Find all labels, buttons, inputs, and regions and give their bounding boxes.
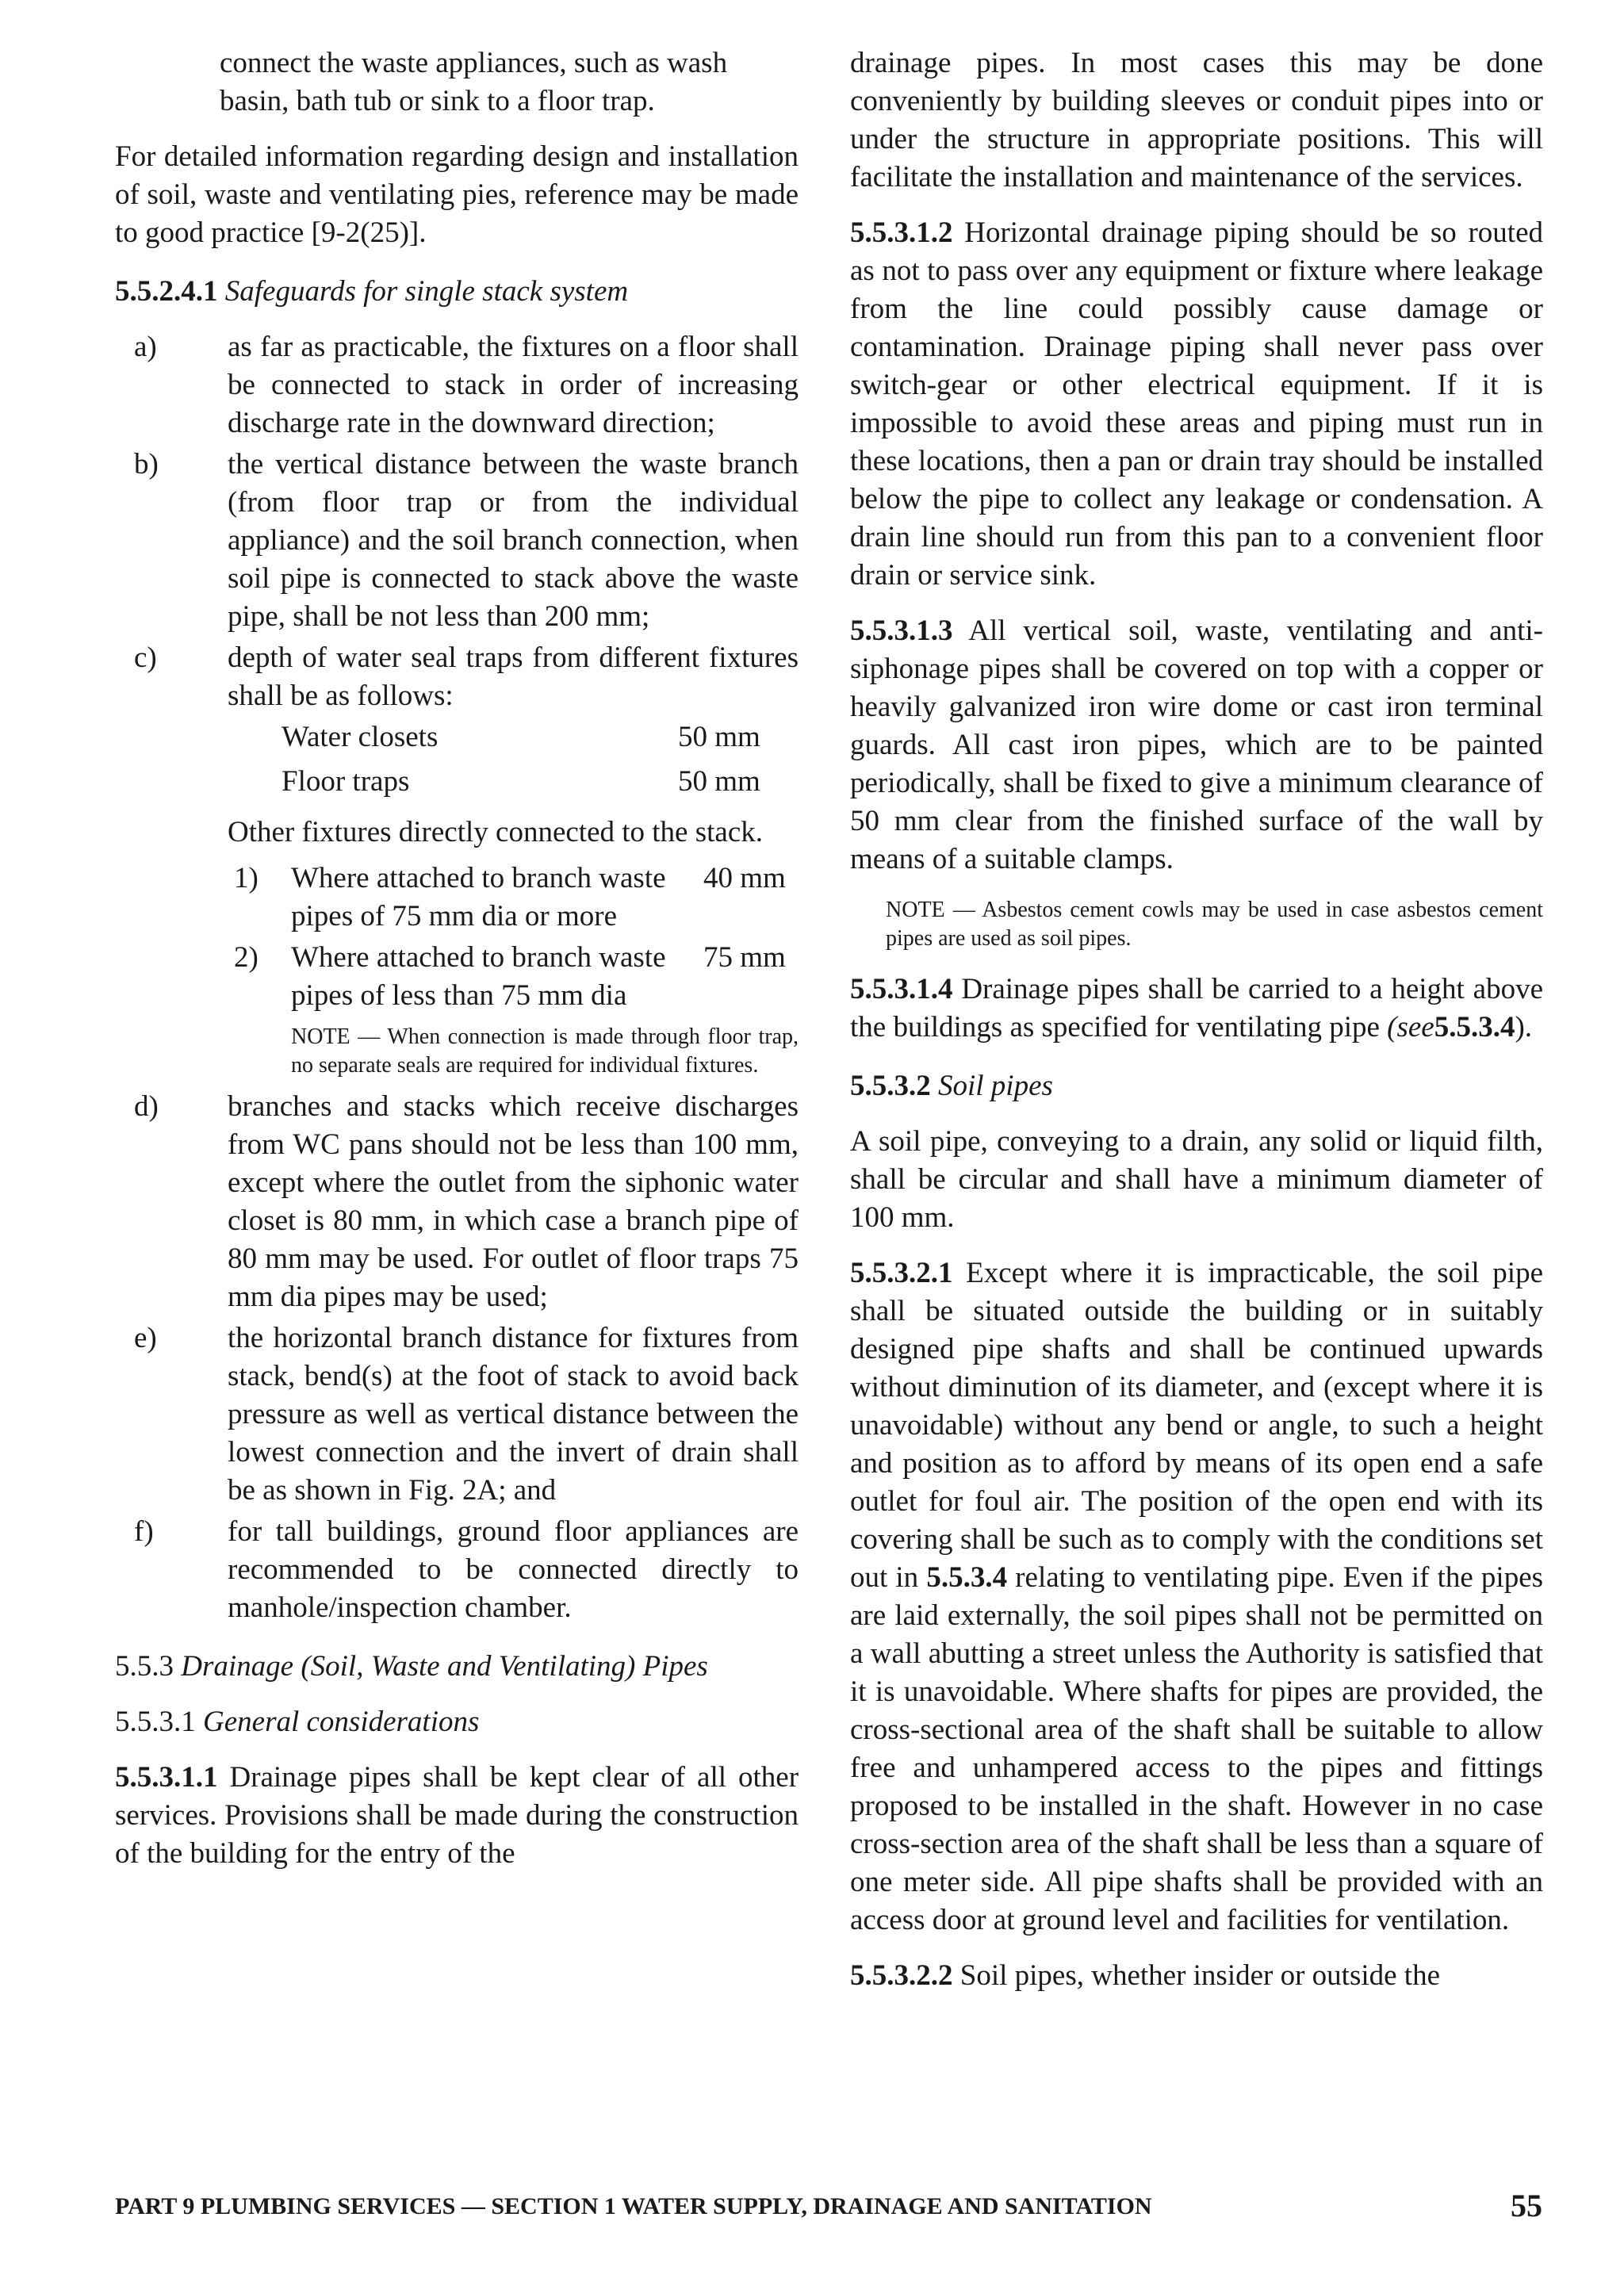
trap-name: Water closets — [282, 721, 439, 753]
list-item-c — [115, 639, 799, 715]
detailed-info-paragraph: For detailed information regarding design and installation of soil, waste and ventilating pies, reference may be made to good practice [9-2(25)]. — [115, 140, 799, 249]
continuation-paragraph: drainage pipes. In most cases this may be done conveniently by building sleeves or conduit pipes into or under the structure in appropriate positions. This will facilitate the installation and maintenance of the services. — [850, 47, 1543, 193]
section-title: Drainage (Soil, Waste and Ventilating) Pipes — [181, 1650, 708, 1683]
list-item-a — [115, 328, 799, 442]
section-number: 5.5.3.2.1 — [850, 1257, 953, 1289]
list-text: the horizontal branch distance for fixtures from stack, bend(s) at the foot of stack to avoid back pressure as well as vertical distance between the lowest connection and the invert of drain shall be as shown in Fig. 2A; and — [228, 1322, 799, 1507]
cross-reference: 5.5.3.4 — [926, 1561, 1008, 1594]
section-text: All vertical soil, waste, ventilating and anti-siphonage pipes shall be covered on top with a copper or heavily galvanized iron wire dome or cast iron terminal guards. All cast iron pipes, which are to be painted periodically, shall be fixed to give a minimum clearance of 50 mm clear from the finished surface of the wall by means of a suitable clamps. — [850, 615, 1543, 875]
section-text: Except where it is impracticable, the soil pipe shall be situated outside the building or in suitably designed pipe shafts and shall be continued upwards without diminution of its diameter, and (except where it is unavoidable) without any bend or angle, to such a height and position as to afford by means of its open end a safe outlet for foul air. The position of the open end with its covering shall be such as to comply with the conditions set out in — [850, 1257, 1544, 1594]
intro-continuation: connect the waste appliances, such as wash basin, bath tub or sink to a floor trap. — [220, 47, 728, 117]
list-item-d — [115, 1088, 799, 1316]
section-5-5-3-2-1-paragraph — [850, 1254, 1543, 1939]
section-text: Soil pipes, whether insider or outside the — [959, 1959, 1441, 1992]
sub-text: Where attached to branch waste pipes of 75 mm dia or more — [291, 862, 666, 932]
section-number: 5.5.3.1.3 — [850, 615, 953, 647]
right-column — [850, 44, 1543, 2012]
section-number: 5.5.3.1.4 — [850, 973, 953, 1005]
list-label: e) — [134, 1322, 157, 1354]
section-5-5-3-2-heading — [850, 1067, 1543, 1105]
page-number: 55 — [1511, 2188, 1542, 2223]
section-number: 5.5.3 — [115, 1650, 174, 1683]
list-label: f) — [134, 1515, 154, 1548]
section-number: 5.5.3.2 — [850, 1070, 931, 1102]
section-title: Safeguards for single stack system — [224, 275, 629, 308]
trap-value: 50 mm — [678, 721, 760, 753]
section-number: 5.5.2.4.1 — [115, 275, 218, 308]
section-number: 5.5.3.2.2 — [850, 1959, 953, 1992]
section-5-5-3-1-heading — [115, 1703, 799, 1741]
section-title: General considerations — [203, 1706, 480, 1738]
trap-row — [282, 763, 799, 807]
section-text: relating to ventilating pipe. Even if the pipes are laid externally, the soil pipes shall not be permitted on a wall abutting a street unless the Authority is satisfied that it is unavoidable. Where shafts for pipes are provided, the cross-sectional area of the shaft shall be suitable to allow free and unhampered access to the pipes and fittings proposed to be installed in the shaft. However in no case cross-section area of the shaft shall be less than a square of one meter side. All pipe shafts shall be provided with an access door at ground level and facilities for ventilation. — [850, 1561, 1544, 1936]
section-text: Drainage pipes shall be carried to a height above the buildings as specified for ventilating pipe — [850, 973, 1543, 1043]
trap-row — [282, 718, 799, 763]
sub-label: 2) — [234, 941, 259, 974]
list-text: branches and stacks which receive discharges from WC pans should not be less than 100 mm, except where the outlet from the siphonic water closet is 80 mm, in which case a branch pipe of 80 mm may be used. For outlet of floor traps 75 mm dia pipes may be used; — [228, 1090, 799, 1313]
trap-value: 50 mm — [678, 765, 760, 798]
list-text: as far as practicable, the fixtures on a floor shall be connected to stack in order of increasing discharge rate in the downward direction; — [228, 331, 799, 439]
sub-text: Where attached to branch waste pipes of less than 75 mm dia — [291, 941, 666, 1012]
list-text: the vertical distance between the waste branch (from floor trap or from the individual appliance) and the soil branch connection, when soil pipe is connected to stack above the waste pipe, shall be not less than 200 mm; — [228, 448, 799, 633]
section-5-5-3-1-4-paragraph — [850, 971, 1543, 1047]
section-text: Drainage pipes shall be kept clear of all other services. Provisions shall be made during the construction of the building for the entry of the — [115, 1761, 799, 1870]
list-label: a) — [134, 331, 157, 363]
section-text: Horizontal drainage piping should be so routed as not to pass over any equipment or fixture where leakage from the line could possibly cause damage or contamination. Drainage piping shall never pass over switch-gear or other electrical equipment. If it is impossible to avoid these areas and piping must run in these locations, then a pan or drain tray should be installed below the pipe to collect any leakage or condensation. A drain line should run from this pan to a convenient floor drain or service sink. — [850, 216, 1543, 592]
list-item-e — [115, 1319, 799, 1510]
list-text: depth of water seal traps from different fixtures shall be as follows: — [228, 641, 799, 712]
section-number: 5.5.3.1 — [115, 1706, 196, 1738]
footer-title: PART 9 PLUMBING SERVICES — SECTION 1 WATER SUPPLY, DRAINAGE AND SANITATION — [115, 2193, 1152, 2219]
list-label: d) — [134, 1090, 159, 1123]
sub-item-2 — [228, 939, 799, 1015]
close-paren: ). — [1515, 1011, 1533, 1043]
list-text: for tall buildings, ground floor appliances are recommended to be connected directly to manhole/inspection chamber. — [228, 1515, 799, 1624]
cross-reference: 5.5.3.4 — [1434, 1011, 1515, 1043]
section-5-5-3-2-2-paragraph — [850, 1957, 1543, 1995]
left-column — [115, 44, 799, 1890]
section-5-5-3-heading — [115, 1648, 799, 1686]
note-floor-trap: NOTE — When connection is made through floor trap, no separate seals are required for individual fixtures. — [291, 1024, 799, 1078]
section-number: 5.5.3.1.1 — [115, 1761, 218, 1794]
section-5-5-2-4-1-heading — [115, 273, 799, 311]
sub-label: 1) — [234, 862, 259, 894]
list-label: b) — [134, 448, 159, 481]
list-label: c) — [134, 641, 157, 674]
section-title: Soil pipes — [938, 1070, 1053, 1102]
sub-value: 40 mm — [703, 862, 786, 894]
soil-pipe-definition: A soil pipe, conveying to a drain, any solid or liquid filth, shall be circular and shall have a minimum diameter of 100 mm. — [850, 1125, 1543, 1234]
other-fixtures-text: Other fixtures directly connected to the stack. — [228, 816, 763, 848]
section-5-5-3-1-1-paragraph — [115, 1759, 799, 1873]
trap-name: Floor traps — [282, 765, 410, 798]
list-item-f — [115, 1513, 799, 1627]
section-5-5-3-1-2-paragraph — [850, 214, 1543, 595]
note-asbestos: NOTE — Asbestos cement cowls may be used in case asbestos cement pipes are used as soil pipes. — [886, 898, 1543, 951]
sub-item-1 — [228, 860, 799, 936]
section-number: 5.5.3.1.2 — [850, 216, 953, 249]
sub-value: 75 mm — [703, 941, 786, 974]
section-5-5-3-1-3-paragraph — [850, 612, 1543, 879]
see-word: (see — [1387, 1011, 1434, 1043]
list-item-b — [115, 446, 799, 636]
